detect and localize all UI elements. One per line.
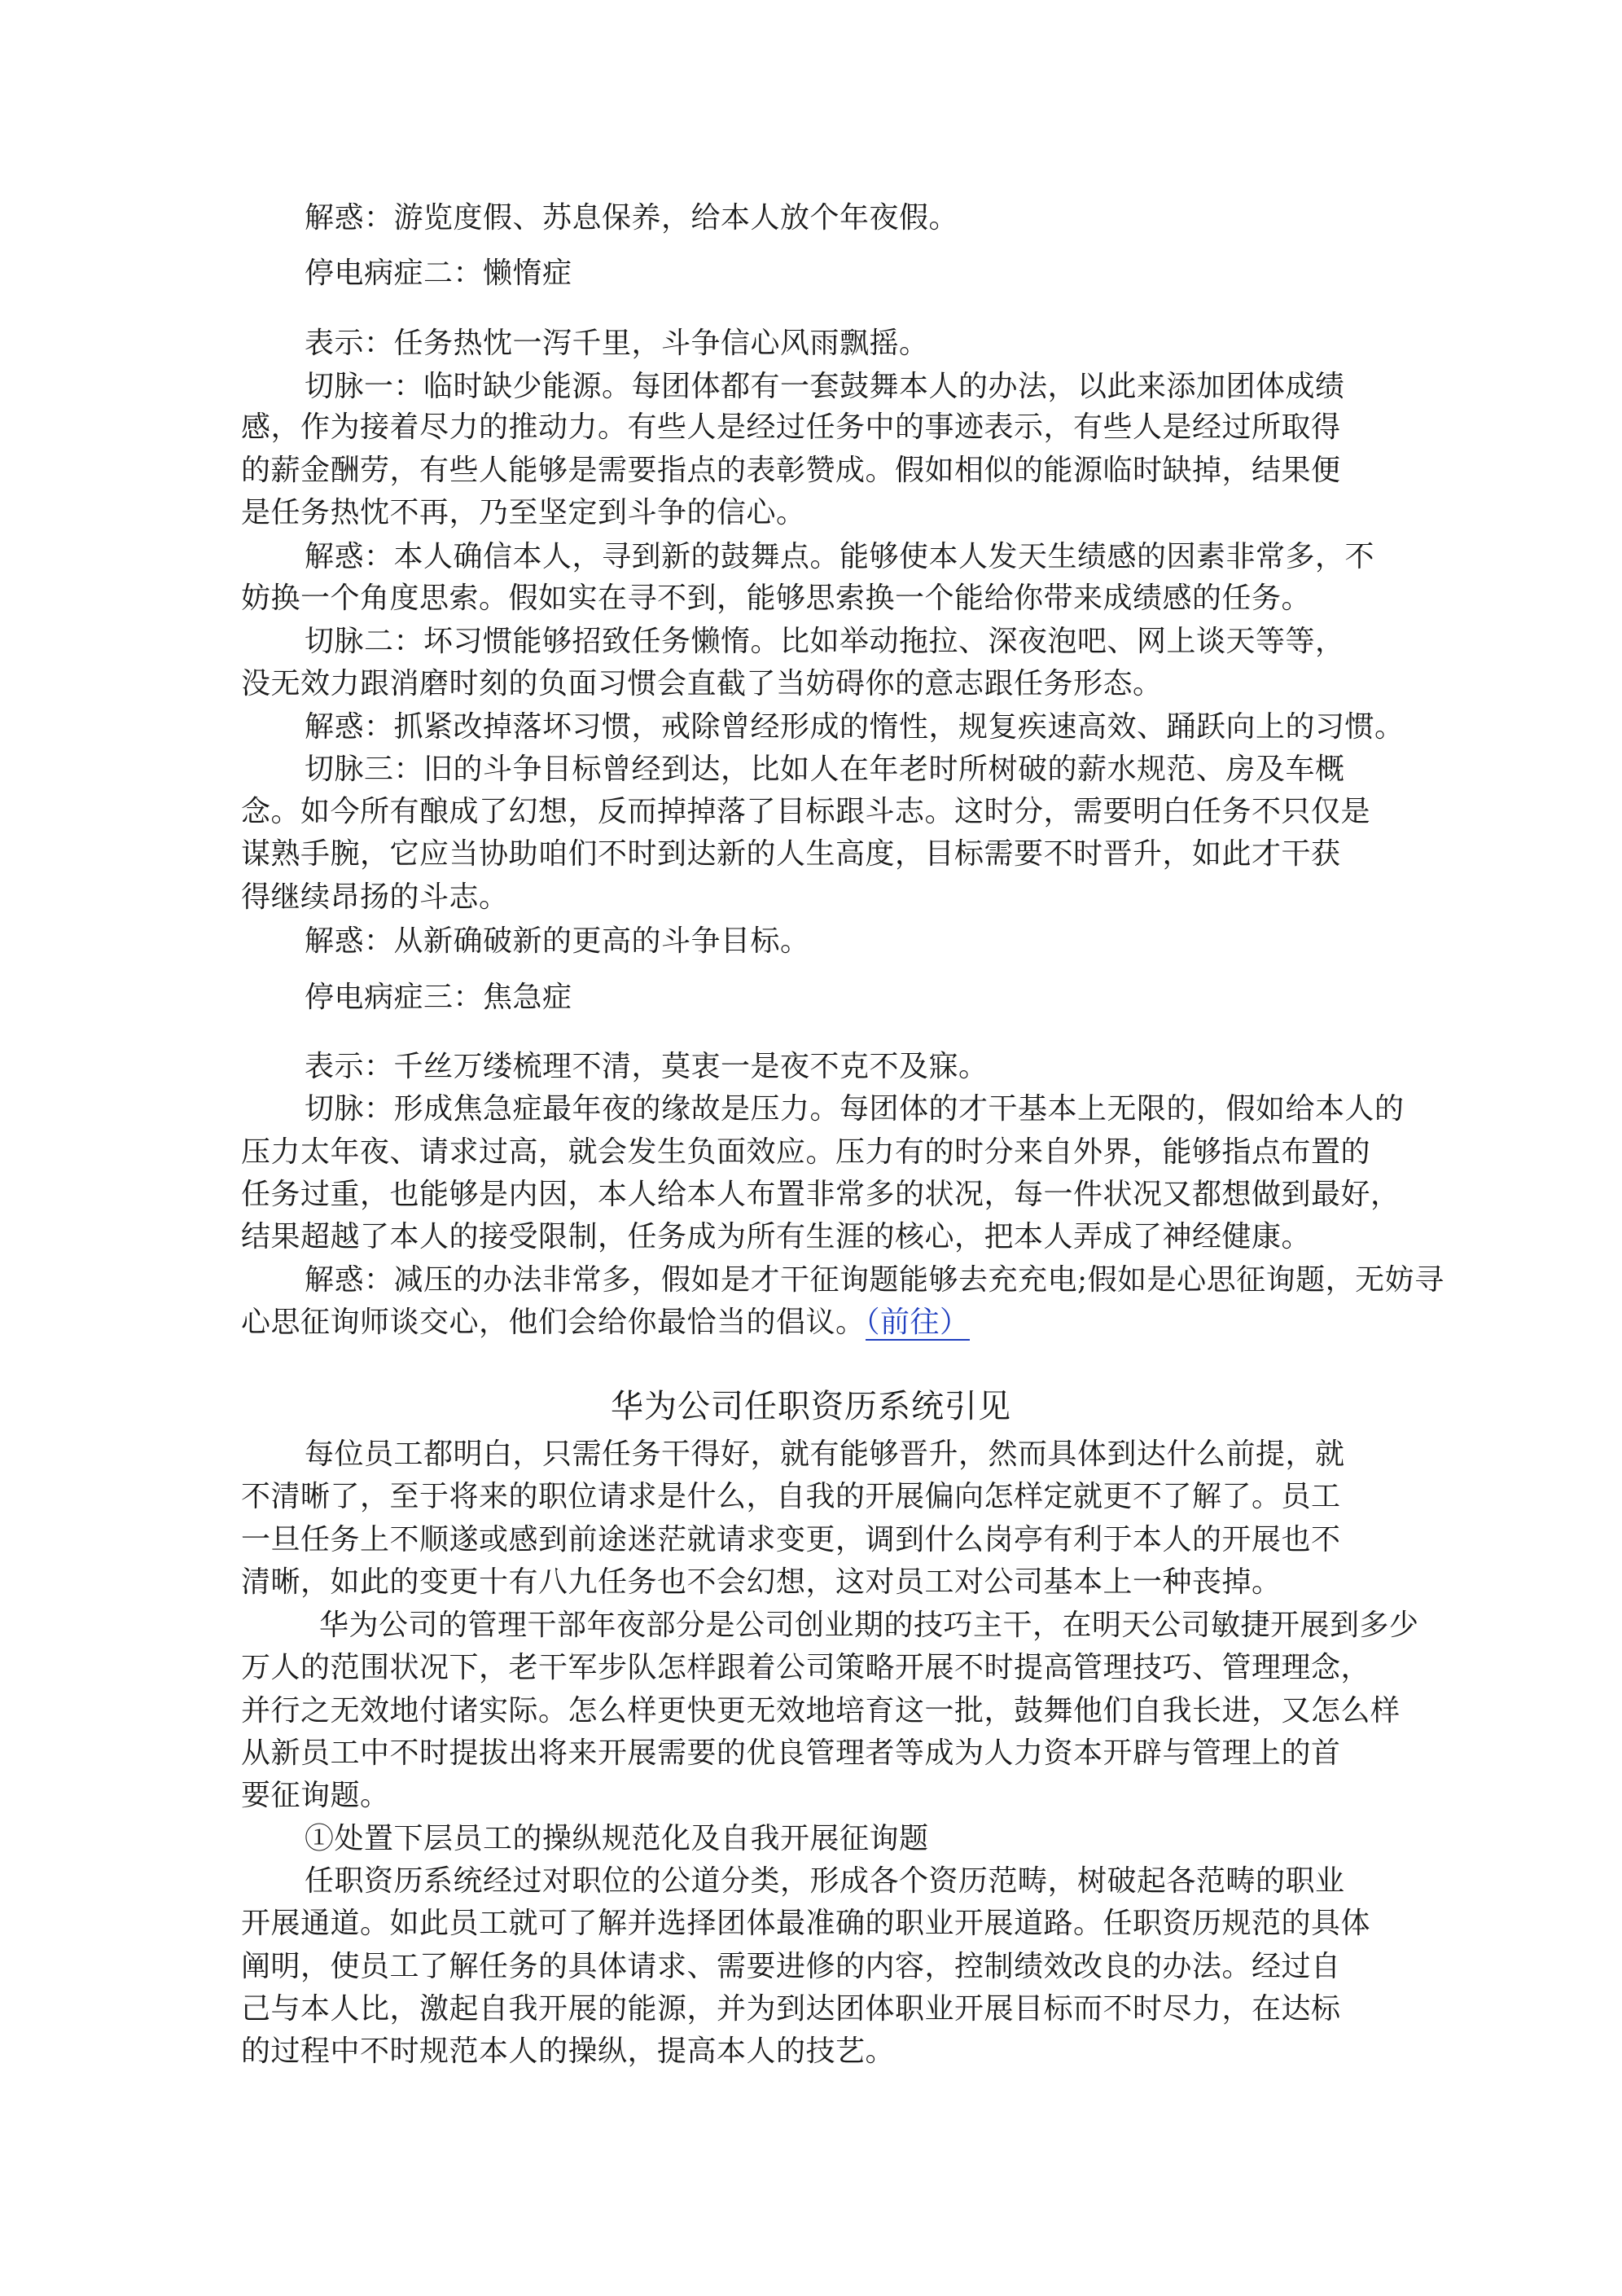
- paragraph-line: 切脉一：临时缺少能源。每团体都有一套鼓舞本人的办法，以此来添加团体成绩: [305, 370, 1345, 403]
- paragraph-line: 解惑：抓紧改掉落坏习惯，戒除曾经形成的惰性，规复疾速高效、踊跃向上的习惯。: [305, 710, 1405, 744]
- paragraph-line: 压力太年夜、请求过高，就会发生负面效应。压力有的时分来自外界，能够指点布置的: [241, 1135, 1371, 1169]
- paragraph-line: 并行之无效地付诸实际。怎么样更快更无效地培育这一批，鼓舞他们自我长进，又怎么样: [241, 1694, 1401, 1727]
- subheading: ①处置下层员工的操纵规范化及自我开展征询题: [305, 1822, 929, 1855]
- paragraph-line: 没无效力跟消磨时刻的负面习惯会直截了当妨碍你的意志跟任务形态。: [241, 667, 1163, 700]
- paragraph-line: 表示：千丝万缕梳理不清，莫衷一是夜不克不及寐。: [305, 1050, 989, 1083]
- paragraph-line: 得继续昂扬的斗志。: [241, 880, 509, 914]
- back-link[interactable]: （前往）: [865, 1306, 970, 1339]
- section-heading: 停电病症三：焦急症: [305, 981, 572, 1014]
- paragraph-line: 清晰，如此的变更十有八九任务也不会幻想，这对员工对公司基本上一种丧掉。: [241, 1565, 1282, 1599]
- paragraph-line: 一旦任务上不顺遂或感到前途迷茫就请求变更，调到什么岗亭有利于本人的开展也不: [241, 1523, 1341, 1556]
- paragraph-line: 解惑：减压的办法非常多，假如是才干征询题能够去充充电;假如是心思征询题，无妨寻: [305, 1263, 1444, 1297]
- paragraph-line: 是任务热忱不再，乃至坚定到斗争的信心。: [241, 496, 806, 529]
- paragraph-line: 阐明，使员工了解任务的具体请求、需要进修的内容，控制绩效改良的办法。经过自: [241, 1950, 1341, 1983]
- paragraph-line: 任职资历系统经过对职位的公道分类，形成各个资历范畴，树破起各范畴的职业: [305, 1864, 1345, 1898]
- paragraph-line: 每位员工都明白，只需任务干得好，就有能够晋升，然而具体到达什么前提，就: [305, 1438, 1345, 1471]
- paragraph-line: 解惑：本人确信本人，寻到新的鼓舞点。能够使本人发天生绩感的因素非常多，不: [305, 540, 1375, 573]
- paragraph-line: 华为公司的管理干部年夜部分是公司创业期的技巧主干，在明天公司敏捷开展到多少: [319, 1609, 1419, 1642]
- paragraph-line: 不清晰了，至于将来的职位请求是什么，自我的开展偏向怎样定就更不了解了。员工: [241, 1480, 1341, 1513]
- paragraph-line: 万人的范围状况下，老干军步队怎样跟着公司策略开展不时提高管理技巧、管理理念，: [241, 1651, 1371, 1684]
- paragraph-line: 表示：任务热忱一泻千里，斗争信心风雨飘摇。: [305, 327, 929, 360]
- paragraph-text: 心思征询师谈交心，他们会给你最恰当的倡议。: [241, 1306, 866, 1339]
- section-heading: 停电病症二：懒惰症: [305, 257, 572, 290]
- paragraph-line: [241, 1305, 970, 1341]
- paragraph-line: 从新员工中不时提拔出将来开展需要的优良管理者等成为人力资本开辟与管理上的首: [241, 1736, 1341, 1770]
- paragraph-line: 感，作为接着尽力的推动力。有些人是经过任务中的事迹表示，有些人是经过所取得: [241, 410, 1341, 444]
- paragraph-line: 念。如今所有酿成了幻想，反而掉掉落了目标跟斗志。这时分，需要明白任务不只仅是: [241, 795, 1371, 828]
- paragraph-line: 己与本人比，激起自我开展的能源，并为到达团体职业开展目标而不时尽力，在达标: [241, 1992, 1341, 2026]
- paragraph-line: 结果超越了本人的接受限制，任务成为所有生涯的核心，把本人弄成了神经健康。: [241, 1220, 1312, 1253]
- paragraph-line: 切脉：形成焦急症最年夜的缘故是压力。每团体的才干基本上无限的，假如给本人的: [305, 1092, 1405, 1126]
- section-title: 华为公司任职资历系统引见: [611, 1388, 1011, 1425]
- paragraph-line: 切脉二：坏习惯能够招致任务懒惰。比如举动拖拉、深夜泡吧、网上谈天等等，: [305, 625, 1345, 658]
- paragraph-line: 任务过重，也能够是内因，本人给本人布置非常多的状况，每一件状况又都想做到最好，: [241, 1178, 1401, 1211]
- paragraph-line: 解惑：游览度假、苏息保养，给本人放个年夜假。: [305, 201, 959, 235]
- paragraph-line: 切脉三：旧的斗争目标曾经到达，比如人在年老时所树破的薪水规范、房及车概: [305, 753, 1345, 786]
- paragraph-line: 解惑：从新确破新的更高的斗争目标。: [305, 924, 810, 958]
- paragraph-line: 妨换一个角度思索。假如实在寻不到，能够思索换一个能给你带来成绩感的任务。: [241, 582, 1312, 615]
- paragraph-line: 谋熟手腕，它应当协助咱们不时到达新的人生高度，目标需要不时晋升，如此才干获: [241, 837, 1341, 871]
- paragraph-line: 开展通道。如此员工就可了解并选择团体最准确的职业开展道路。任职资历规范的具体: [241, 1907, 1371, 1940]
- paragraph-line: 的过程中不时规范本人的操纵，提高本人的技艺。: [241, 2035, 896, 2068]
- paragraph-line: 的薪金酬劳，有些人能够是需要指点的表彰赞成。假如相似的能源临时缺掉，结果便: [241, 454, 1341, 487]
- paragraph-line: 要征询题。: [241, 1779, 390, 1812]
